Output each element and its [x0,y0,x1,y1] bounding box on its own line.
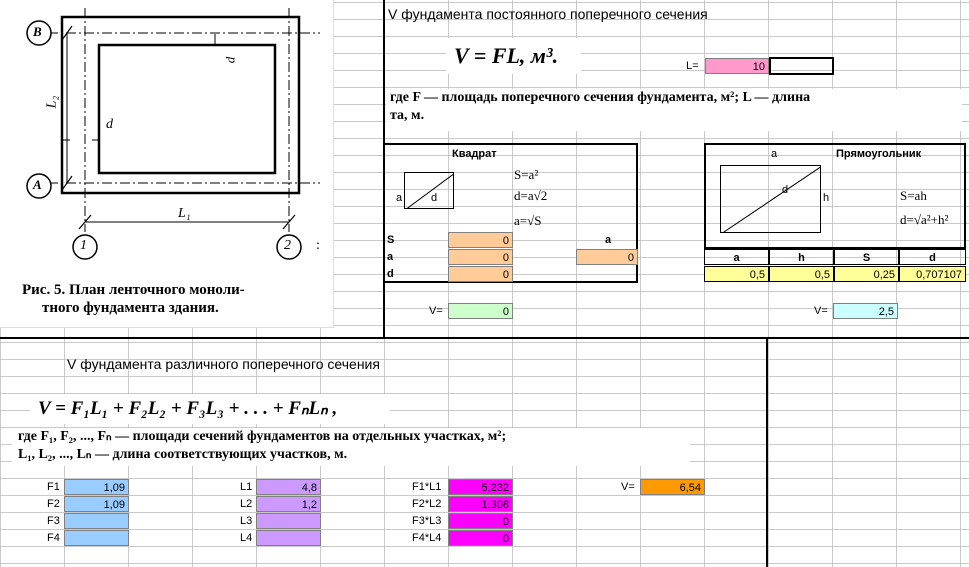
rect-v-value[interactable]: 2,5 [833,303,898,319]
axis-a-label: А [33,177,42,192]
f2-value[interactable]: 1,09 [64,496,129,512]
square-v-label: V= [429,305,443,317]
f3l3-label: F3*L3 [412,515,442,527]
square-v-value[interactable]: 0 [448,303,513,319]
square-row-s-label: S [387,234,395,246]
square-diag-label: d [431,192,438,204]
rect-col-d: d [899,249,966,265]
rect-diagram [720,165,821,233]
rect-v-label: V= [814,305,828,317]
rect-col-a: a [704,249,769,265]
square-row-d-label: d [387,268,394,280]
rect-diag-label: d [782,184,789,196]
f3-label: F3 [47,515,60,527]
square-header: Квадрат [452,148,497,160]
l1-value[interactable]: 4,8 [256,479,321,495]
rect-col-h: h [769,249,834,265]
square-d-value[interactable]: 0 [448,266,513,282]
bottom-section-title: V фундамента различного поперечного сечения [67,356,380,372]
f2-label: F2 [47,498,60,510]
plan-caption-line-1: Рис. 5. План ленточного моноли- [22,282,245,298]
bottom-formula: V = F₁L₁ + F₂L₂ + F₃L₃ + . . . + FₙLₙ , [30,394,390,424]
square-side-label: a [396,192,403,204]
square-diagonal-svg [405,173,454,209]
top-section-title: V фундамента постоянного поперечного сечения [388,6,708,22]
plan-caption [22,281,245,317]
square-diagram [404,172,454,209]
f1-value[interactable]: 1,09 [64,479,129,495]
l4-label: L4 [240,532,253,544]
rect-formula-s: S=ah [900,188,927,203]
axis-b-label: В [33,24,42,39]
square-formula-d: d=a√2 [514,188,548,203]
total-v-value[interactable]: 6,54 [640,479,705,495]
rect-a-value[interactable]: 0,5 [704,266,769,282]
dimension-d-top-label: d [222,56,238,64]
axis-2-label: 2 [284,238,291,253]
bottom-where-line-1: где F₁, F₂, ..., Fₙ — площади сечений фундаментов на отдельных участках, м²; [18,429,507,444]
f4l4-value[interactable]: 0 [448,530,513,546]
rect-formula-d: d=√a²+h² [900,212,949,227]
l2-value[interactable]: 1,2 [256,496,321,512]
rect-header: Прямоугольник [836,148,922,160]
rect-d-value[interactable]: 0,707107 [899,266,966,282]
top-formula: V = FL, м³. [446,38,581,74]
f4-value[interactable] [64,530,129,546]
total-v-label: V= [621,481,635,493]
dimension-l2-label: L₂ [44,95,60,109]
plan-drawing [0,0,334,328]
f3-value[interactable] [64,513,129,529]
f1-label: F1 [47,481,60,493]
dimension-l1-label: L₁ [178,206,191,221]
f2l2-label: F2*L2 [412,498,442,510]
foundation-plan-svg [0,0,333,327]
bottom-divider-vertical [766,338,768,567]
bottom-where-line-2: L₁, L₂, ..., Lₙ — длина соответствующих участков, м. [18,447,348,462]
l-label: L= [686,60,699,72]
l3-label: L3 [240,515,253,527]
square-col-a-label: a [605,234,612,246]
square-s-value[interactable]: 0 [448,232,513,248]
rect-h-value[interactable]: 0,5 [769,266,834,282]
axis-1-label: 1 [80,238,87,253]
l1-label: L1 [240,481,253,493]
rect-side-h-label: h [823,192,830,204]
plan-caption-line-2: тного фундамента здания. [42,300,219,316]
top-where-line-2: та, м. [390,108,425,123]
square-a-result[interactable]: 0 [576,249,638,265]
f3l3-value[interactable]: 0 [448,513,513,529]
f1l1-value[interactable]: 5,232 [448,479,513,495]
f1l1-label: F1*L1 [412,481,442,493]
f4l4-label: F4*L4 [412,532,442,544]
l2-label: L2 [240,498,253,510]
l3-value[interactable] [256,513,321,529]
rect-col-s: S [834,249,899,265]
dimension-d-label: d [106,117,113,132]
l4-value[interactable] [256,530,321,546]
square-row-a-label: a [387,251,394,263]
active-cell[interactable] [769,57,834,75]
top-where-line-1: где F — площадь поперечного сечения фундамента, м²; L — длина [390,90,811,105]
square-formula-s: S=a² [514,167,539,182]
rect-diagonal-svg [721,166,821,233]
bottom-where-text [12,428,690,466]
top-where-text [386,89,962,131]
l-value-input[interactable]: 10 [705,58,769,74]
f2l2-value[interactable]: 1,308 [448,496,513,512]
rect-side-a-label: a [771,148,778,160]
rect-s-value[interactable]: 0,25 [834,266,899,282]
square-formula-a: a=√S [514,213,542,228]
plan-colon: : [316,238,320,253]
middle-divider-horizontal [0,337,969,339]
rect-table [704,249,966,285]
f4-label: F4 [47,532,60,544]
square-a-value[interactable]: 0 [448,249,513,265]
